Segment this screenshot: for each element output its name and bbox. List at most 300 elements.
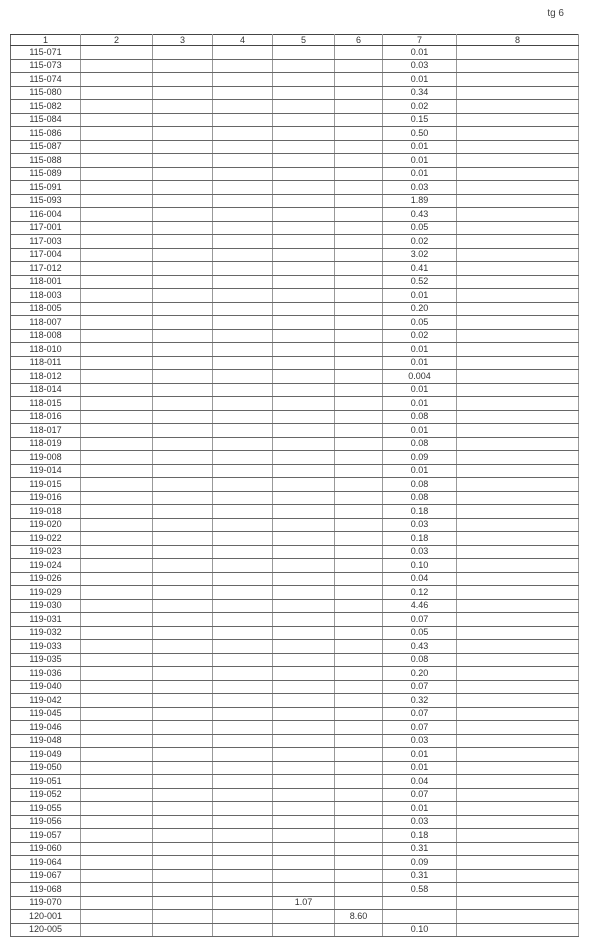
cell-col-2: [81, 653, 153, 667]
cell-col-1: 119-056: [11, 815, 81, 829]
cell-col-6: [335, 842, 383, 856]
table-row: [11, 491, 579, 505]
table-row: [11, 586, 579, 600]
header-row: [11, 35, 579, 46]
cell-col-8: [457, 788, 579, 802]
cell-col-2: [81, 100, 153, 114]
cell-col-5: 1.07: [273, 896, 335, 910]
cell-col-4: [213, 154, 273, 168]
cell-col-2: [81, 883, 153, 897]
cell-col-7: 0.20: [383, 302, 457, 316]
cell-col-3: [153, 356, 213, 370]
cell-col-5: [273, 626, 335, 640]
cell-col-1: 118-014: [11, 383, 81, 397]
cell-col-4: [213, 829, 273, 843]
cell-col-1: 115-087: [11, 140, 81, 154]
cell-col-1: 115-091: [11, 181, 81, 195]
cell-col-6: [335, 181, 383, 195]
cell-col-3: [153, 505, 213, 519]
cell-col-1: 117-001: [11, 221, 81, 235]
table-row: [11, 883, 579, 897]
table-row: [11, 707, 579, 721]
cell-col-6: [335, 896, 383, 910]
cell-col-8: [457, 545, 579, 559]
cell-col-6: [335, 653, 383, 667]
table-row: [11, 869, 579, 883]
cell-col-7: 0.01: [383, 343, 457, 357]
cell-col-4: [213, 437, 273, 451]
cell-col-5: [273, 208, 335, 222]
cell-col-7: 0.04: [383, 572, 457, 586]
cell-col-4: [213, 491, 273, 505]
cell-col-2: [81, 761, 153, 775]
cell-col-1: 118-017: [11, 424, 81, 438]
cell-col-1: 119-029: [11, 586, 81, 600]
cell-col-6: [335, 113, 383, 127]
cell-col-3: [153, 788, 213, 802]
cell-col-1: 119-050: [11, 761, 81, 775]
col-header-8: 8: [457, 35, 579, 46]
cell-col-2: [81, 383, 153, 397]
cell-col-8: [457, 883, 579, 897]
cell-col-6: [335, 235, 383, 249]
cell-col-1: 115-074: [11, 73, 81, 87]
cell-col-7: 3.02: [383, 248, 457, 262]
cell-col-5: [273, 653, 335, 667]
cell-col-1: 115-080: [11, 86, 81, 100]
cell-col-8: [457, 154, 579, 168]
cell-col-5: [273, 329, 335, 343]
cell-col-7: 0.52: [383, 275, 457, 289]
cell-col-2: [81, 586, 153, 600]
cell-col-1: 120-001: [11, 910, 81, 924]
cell-col-1: 119-064: [11, 856, 81, 870]
cell-col-3: [153, 248, 213, 262]
table-row: [11, 478, 579, 492]
cell-col-1: 119-048: [11, 734, 81, 748]
cell-col-8: [457, 356, 579, 370]
cell-col-4: [213, 235, 273, 249]
cell-col-3: [153, 802, 213, 816]
table-row: [11, 694, 579, 708]
cell-col-2: [81, 680, 153, 694]
cell-col-8: [457, 194, 579, 208]
cell-col-4: [213, 370, 273, 384]
cell-col-2: [81, 73, 153, 87]
cell-col-5: [273, 451, 335, 465]
cell-col-8: [457, 802, 579, 816]
cell-col-2: [81, 221, 153, 235]
cell-col-2: [81, 640, 153, 654]
cell-col-5: [273, 829, 335, 843]
cell-col-6: [335, 370, 383, 384]
cell-col-8: [457, 680, 579, 694]
cell-col-2: [81, 667, 153, 681]
cell-col-1: 115-088: [11, 154, 81, 168]
table-body: [11, 46, 579, 937]
cell-col-5: [273, 815, 335, 829]
cell-col-6: [335, 208, 383, 222]
cell-col-3: [153, 653, 213, 667]
cell-col-4: [213, 545, 273, 559]
cell-col-5: [273, 127, 335, 141]
cell-col-3: [153, 289, 213, 303]
cell-col-2: [81, 626, 153, 640]
cell-col-2: [81, 694, 153, 708]
cell-col-2: [81, 154, 153, 168]
table-row: [11, 572, 579, 586]
cell-col-4: [213, 262, 273, 276]
cell-col-5: [273, 464, 335, 478]
cell-col-4: [213, 680, 273, 694]
cell-col-6: 8.60: [335, 910, 383, 924]
cell-col-4: [213, 667, 273, 681]
cell-col-6: [335, 275, 383, 289]
cell-col-3: [153, 761, 213, 775]
cell-col-8: [457, 248, 579, 262]
cell-col-3: [153, 896, 213, 910]
cell-col-4: [213, 788, 273, 802]
cell-col-2: [81, 235, 153, 249]
cell-col-8: [457, 829, 579, 843]
cell-col-7: 0.18: [383, 829, 457, 843]
cell-col-3: [153, 923, 213, 937]
cell-col-6: [335, 424, 383, 438]
cell-col-1: 119-016: [11, 491, 81, 505]
cell-col-5: [273, 910, 335, 924]
cell-col-3: [153, 221, 213, 235]
cell-col-3: [153, 451, 213, 465]
cell-col-8: [457, 289, 579, 303]
cell-col-3: [153, 302, 213, 316]
cell-col-7: 0.34: [383, 86, 457, 100]
cell-col-5: [273, 289, 335, 303]
cell-col-5: [273, 775, 335, 789]
cell-col-5: [273, 275, 335, 289]
cell-col-4: [213, 343, 273, 357]
cell-col-4: [213, 140, 273, 154]
cell-col-6: [335, 329, 383, 343]
cell-col-2: [81, 424, 153, 438]
cell-col-2: [81, 559, 153, 573]
cell-col-4: [213, 316, 273, 330]
cell-col-7: 0.05: [383, 221, 457, 235]
cell-col-3: [153, 194, 213, 208]
table-row: [11, 343, 579, 357]
cell-col-6: [335, 532, 383, 546]
cell-col-7: 0.01: [383, 383, 457, 397]
table-row: [11, 262, 579, 276]
cell-col-8: [457, 775, 579, 789]
cell-col-6: [335, 761, 383, 775]
cell-col-8: [457, 208, 579, 222]
cell-col-7: 0.43: [383, 208, 457, 222]
table-row: [11, 910, 579, 924]
cell-col-8: [457, 86, 579, 100]
cell-col-8: [457, 910, 579, 924]
cell-col-3: [153, 113, 213, 127]
cell-col-3: [153, 586, 213, 600]
cell-col-2: [81, 572, 153, 586]
cell-col-8: [457, 815, 579, 829]
col-header-3: 3: [153, 35, 213, 46]
cell-col-7: 0.05: [383, 316, 457, 330]
cell-col-3: [153, 748, 213, 762]
cell-col-5: [273, 140, 335, 154]
cell-col-3: [153, 667, 213, 681]
cell-col-1: 118-012: [11, 370, 81, 384]
cell-col-4: [213, 221, 273, 235]
cell-col-6: [335, 154, 383, 168]
cell-col-7: 0.03: [383, 815, 457, 829]
cell-col-1: 118-005: [11, 302, 81, 316]
cell-col-2: [81, 208, 153, 222]
cell-col-3: [153, 883, 213, 897]
table-row: [11, 113, 579, 127]
cell-col-5: [273, 667, 335, 681]
cell-col-1: 119-057: [11, 829, 81, 843]
cell-col-3: [153, 626, 213, 640]
cell-col-3: [153, 100, 213, 114]
cell-col-4: [213, 761, 273, 775]
table-row: [11, 802, 579, 816]
cell-col-5: [273, 397, 335, 411]
table-row: [11, 640, 579, 654]
cell-col-4: [213, 194, 273, 208]
cell-col-8: [457, 842, 579, 856]
cell-col-1: 119-051: [11, 775, 81, 789]
cell-col-6: [335, 734, 383, 748]
cell-col-7: 0.004: [383, 370, 457, 384]
cell-col-4: [213, 397, 273, 411]
cell-col-7: 0.01: [383, 46, 457, 60]
cell-col-5: [273, 181, 335, 195]
cell-col-1: 119-036: [11, 667, 81, 681]
cell-col-7: 0.01: [383, 140, 457, 154]
cell-col-5: [273, 478, 335, 492]
cell-col-4: [213, 356, 273, 370]
cell-col-4: [213, 748, 273, 762]
cell-col-1: 119-049: [11, 748, 81, 762]
cell-col-6: [335, 140, 383, 154]
cell-col-3: [153, 275, 213, 289]
cell-col-2: [81, 896, 153, 910]
cell-col-4: [213, 451, 273, 465]
cell-col-4: [213, 775, 273, 789]
cell-col-4: [213, 329, 273, 343]
cell-col-2: [81, 532, 153, 546]
cell-col-4: [213, 586, 273, 600]
cell-col-6: [335, 829, 383, 843]
cell-col-8: [457, 302, 579, 316]
cell-col-4: [213, 410, 273, 424]
cell-col-2: [81, 46, 153, 60]
cell-col-5: [273, 343, 335, 357]
cell-col-7: 0.04: [383, 775, 457, 789]
cell-col-5: [273, 302, 335, 316]
cell-col-1: 119-052: [11, 788, 81, 802]
cell-col-8: [457, 370, 579, 384]
cell-col-6: [335, 518, 383, 532]
cell-col-2: [81, 518, 153, 532]
cell-col-4: [213, 86, 273, 100]
cell-col-6: [335, 343, 383, 357]
cell-col-3: [153, 167, 213, 181]
cell-col-2: [81, 194, 153, 208]
cell-col-3: [153, 127, 213, 141]
cell-col-5: [273, 59, 335, 73]
cell-col-4: [213, 856, 273, 870]
cell-col-7: 0.32: [383, 694, 457, 708]
cell-col-2: [81, 370, 153, 384]
cell-col-8: [457, 721, 579, 735]
table-row: [11, 680, 579, 694]
cell-col-7: 0.03: [383, 545, 457, 559]
cell-col-2: [81, 505, 153, 519]
table-row: [11, 775, 579, 789]
table-row: [11, 748, 579, 762]
cell-col-5: [273, 194, 335, 208]
cell-col-5: [273, 640, 335, 654]
cell-col-2: [81, 113, 153, 127]
cell-col-6: [335, 302, 383, 316]
table-row: [11, 397, 579, 411]
cell-col-8: [457, 343, 579, 357]
cell-col-4: [213, 734, 273, 748]
cell-col-7: 0.02: [383, 100, 457, 114]
cell-col-6: [335, 127, 383, 141]
cell-col-2: [81, 910, 153, 924]
cell-col-5: [273, 599, 335, 613]
cell-col-8: [457, 235, 579, 249]
col-header-4: 4: [213, 35, 273, 46]
cell-col-6: [335, 667, 383, 681]
cell-col-7: 0.18: [383, 505, 457, 519]
cell-col-1: 119-022: [11, 532, 81, 546]
cell-col-1: 115-093: [11, 194, 81, 208]
table-row: [11, 194, 579, 208]
cell-col-1: 119-040: [11, 680, 81, 694]
cell-col-3: [153, 343, 213, 357]
cell-col-6: [335, 707, 383, 721]
cell-col-2: [81, 140, 153, 154]
cell-col-5: [273, 694, 335, 708]
cell-col-8: [457, 653, 579, 667]
cell-col-8: [457, 221, 579, 235]
cell-col-5: [273, 586, 335, 600]
cell-col-8: [457, 923, 579, 937]
cell-col-1: 119-014: [11, 464, 81, 478]
cell-col-4: [213, 127, 273, 141]
cell-col-5: [273, 316, 335, 330]
cell-col-5: [273, 86, 335, 100]
cell-col-1: 118-010: [11, 343, 81, 357]
cell-col-2: [81, 181, 153, 195]
cell-col-8: [457, 167, 579, 181]
cell-col-3: [153, 370, 213, 384]
cell-col-1: 119-032: [11, 626, 81, 640]
cell-col-4: [213, 46, 273, 60]
cell-col-1: 118-011: [11, 356, 81, 370]
cell-col-3: [153, 775, 213, 789]
cell-col-7: 0.15: [383, 113, 457, 127]
cell-col-8: [457, 586, 579, 600]
cell-col-5: [273, 113, 335, 127]
cell-col-2: [81, 167, 153, 181]
cell-col-8: [457, 761, 579, 775]
cell-col-5: [273, 842, 335, 856]
cell-col-1: 118-007: [11, 316, 81, 330]
cell-col-5: [273, 491, 335, 505]
cell-col-4: [213, 73, 273, 87]
cell-col-4: [213, 842, 273, 856]
cell-col-5: [273, 383, 335, 397]
cell-col-6: [335, 194, 383, 208]
table-row: [11, 181, 579, 195]
cell-col-4: [213, 59, 273, 73]
cell-col-5: [273, 613, 335, 627]
cell-col-6: [335, 640, 383, 654]
table-row: [11, 721, 579, 735]
table-row: [11, 100, 579, 114]
cell-col-7: 0.02: [383, 329, 457, 343]
cell-col-5: [273, 235, 335, 249]
cell-col-2: [81, 275, 153, 289]
table-row: [11, 518, 579, 532]
cell-col-1: 117-012: [11, 262, 81, 276]
cell-col-7: 0.10: [383, 559, 457, 573]
cell-col-2: [81, 788, 153, 802]
cell-col-3: [153, 208, 213, 222]
cell-col-1: 115-073: [11, 59, 81, 73]
cell-col-7: 0.07: [383, 788, 457, 802]
cell-col-2: [81, 815, 153, 829]
cell-col-2: [81, 464, 153, 478]
table-row: [11, 127, 579, 141]
cell-col-7: 0.02: [383, 235, 457, 249]
cell-col-1: 117-003: [11, 235, 81, 249]
cell-col-4: [213, 613, 273, 627]
cell-col-5: [273, 923, 335, 937]
cell-col-4: [213, 572, 273, 586]
cell-col-2: [81, 478, 153, 492]
cell-col-8: [457, 46, 579, 60]
cell-col-3: [153, 383, 213, 397]
cell-col-4: [213, 518, 273, 532]
cell-col-1: 115-082: [11, 100, 81, 114]
cell-col-3: [153, 572, 213, 586]
table-row: [11, 667, 579, 681]
cell-col-4: [213, 478, 273, 492]
cell-col-7: 0.43: [383, 640, 457, 654]
cell-col-1: 119-055: [11, 802, 81, 816]
cell-col-5: [273, 869, 335, 883]
cell-col-8: [457, 640, 579, 654]
cell-col-1: 119-068: [11, 883, 81, 897]
cell-col-8: [457, 181, 579, 195]
cell-col-4: [213, 464, 273, 478]
cell-col-7: 0.08: [383, 437, 457, 451]
cell-col-4: [213, 883, 273, 897]
cell-col-7: 0.07: [383, 721, 457, 735]
cell-col-6: [335, 788, 383, 802]
cell-col-2: [81, 59, 153, 73]
cell-col-6: [335, 694, 383, 708]
cell-col-1: 119-018: [11, 505, 81, 519]
cell-col-7: 0.31: [383, 869, 457, 883]
cell-col-6: [335, 451, 383, 465]
cell-col-3: [153, 46, 213, 60]
